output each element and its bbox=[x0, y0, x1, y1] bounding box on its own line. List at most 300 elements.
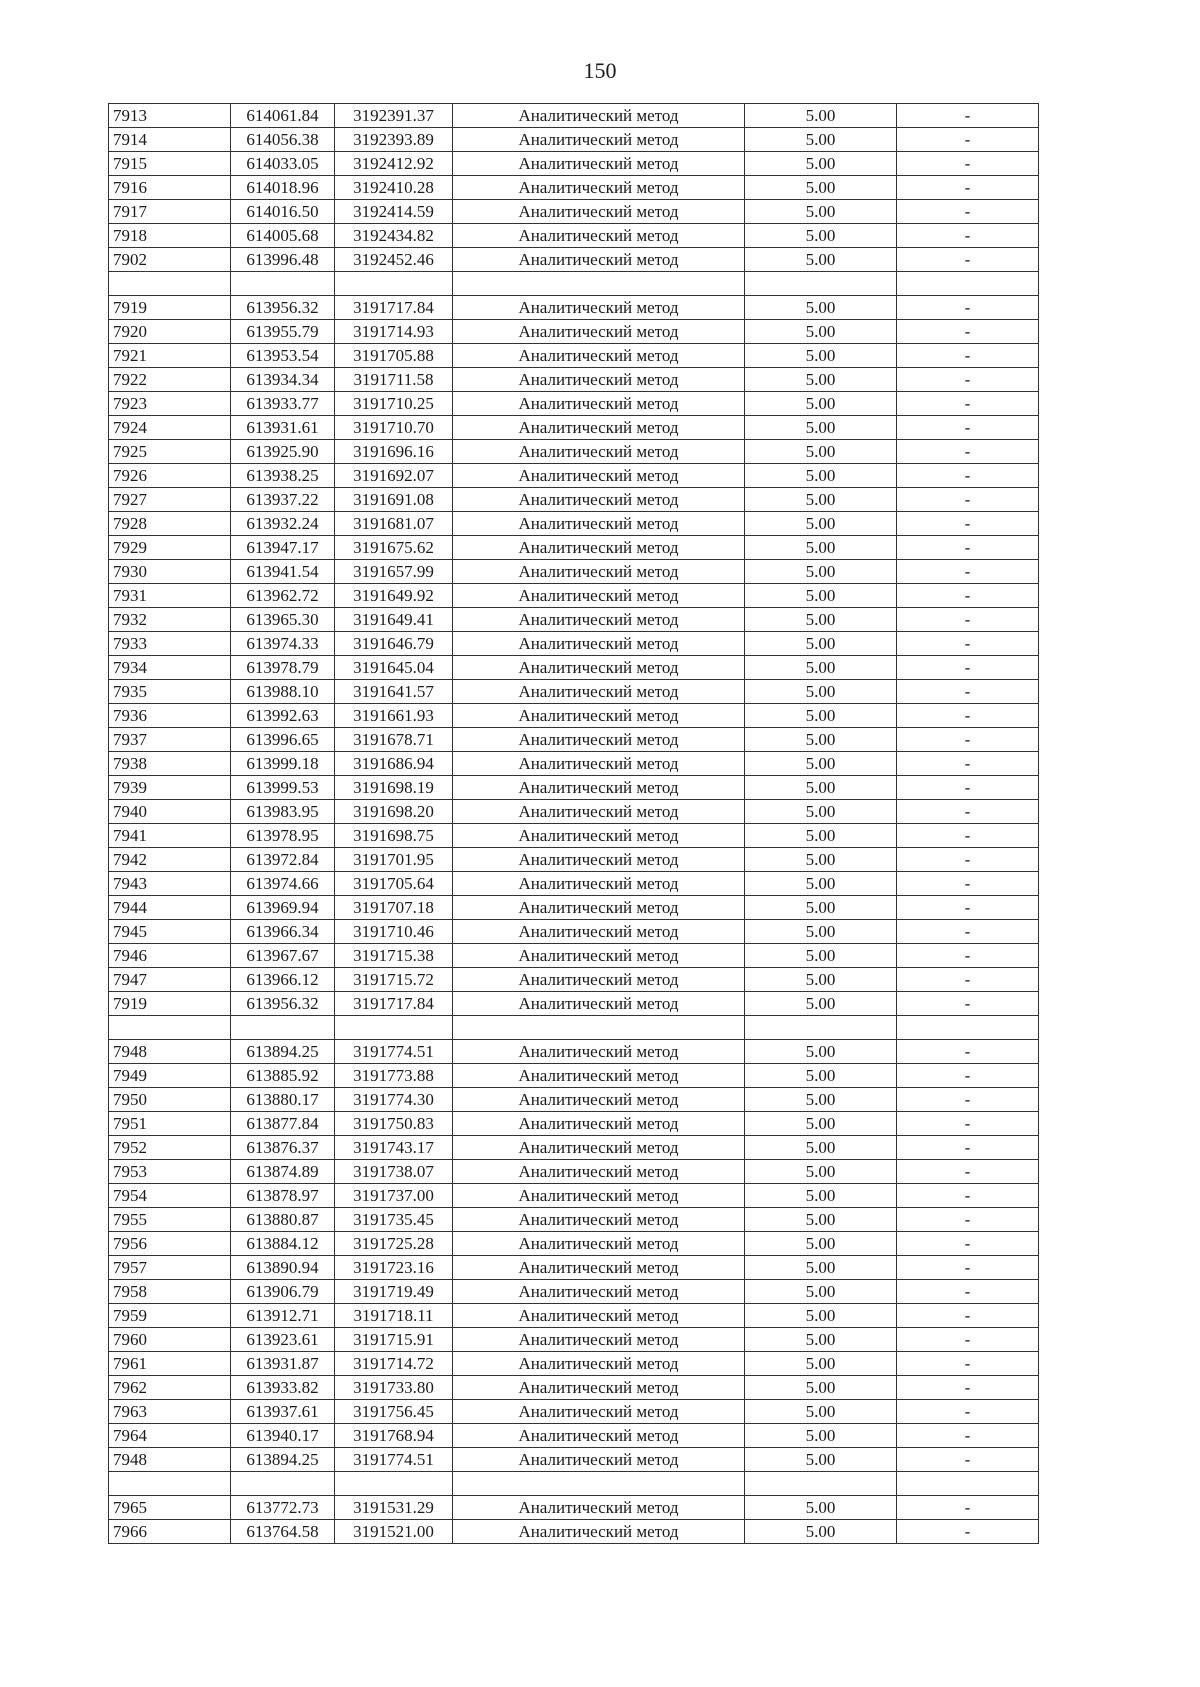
y-coordinate-cell: 3191691.08 bbox=[335, 488, 453, 512]
table-row bbox=[109, 560, 1039, 584]
point-number-cell: 7944 bbox=[109, 896, 231, 920]
x-coordinate-cell: 614005.68 bbox=[231, 224, 335, 248]
method-cell: Аналитический метод bbox=[453, 176, 745, 200]
y-coordinate-cell: 3191710.25 bbox=[335, 392, 453, 416]
method-cell: Аналитический метод bbox=[453, 800, 745, 824]
table-row bbox=[109, 1208, 1039, 1232]
accuracy-cell: 5.00 bbox=[745, 152, 897, 176]
x-coordinate-cell: 613876.37 bbox=[231, 1136, 335, 1160]
x-coordinate-cell: 613885.92 bbox=[231, 1064, 335, 1088]
accuracy-cell: 5.00 bbox=[745, 656, 897, 680]
y-coordinate-cell: 3191756.45 bbox=[335, 1400, 453, 1424]
y-coordinate-cell: 3192414.59 bbox=[335, 200, 453, 224]
note-cell: - bbox=[897, 296, 1039, 320]
accuracy-cell bbox=[745, 1016, 897, 1040]
point-number-cell: 7915 bbox=[109, 152, 231, 176]
method-cell: Аналитический метод bbox=[453, 584, 745, 608]
y-coordinate-cell: 3191675.62 bbox=[335, 536, 453, 560]
note-cell: - bbox=[897, 1304, 1039, 1328]
note-cell: - bbox=[897, 800, 1039, 824]
table-row bbox=[109, 824, 1039, 848]
point-number-cell: 7952 bbox=[109, 1136, 231, 1160]
table-row bbox=[109, 584, 1039, 608]
accuracy-cell: 5.00 bbox=[745, 1232, 897, 1256]
table-row bbox=[109, 176, 1039, 200]
x-coordinate-cell: 613967.67 bbox=[231, 944, 335, 968]
note-cell: - bbox=[897, 944, 1039, 968]
point-number-cell: 7931 bbox=[109, 584, 231, 608]
note-cell bbox=[897, 1016, 1039, 1040]
method-cell: Аналитический метод bbox=[453, 1424, 745, 1448]
note-cell: - bbox=[897, 704, 1039, 728]
note-cell: - bbox=[897, 1112, 1039, 1136]
x-coordinate-cell: 613938.25 bbox=[231, 464, 335, 488]
table-row bbox=[109, 968, 1039, 992]
note-cell: - bbox=[897, 440, 1039, 464]
accuracy-cell: 5.00 bbox=[745, 1088, 897, 1112]
y-coordinate-cell bbox=[335, 1472, 453, 1496]
note-cell: - bbox=[897, 680, 1039, 704]
y-coordinate-cell: 3191657.99 bbox=[335, 560, 453, 584]
note-cell: - bbox=[897, 464, 1039, 488]
method-cell: Аналитический метод bbox=[453, 1256, 745, 1280]
method-cell: Аналитический метод bbox=[453, 1136, 745, 1160]
table-row bbox=[109, 200, 1039, 224]
method-cell: Аналитический метод bbox=[453, 680, 745, 704]
method-cell: Аналитический метод bbox=[453, 632, 745, 656]
accuracy-cell: 5.00 bbox=[745, 416, 897, 440]
method-cell: Аналитический метод bbox=[453, 104, 745, 128]
note-cell: - bbox=[897, 128, 1039, 152]
x-coordinate-cell: 613894.25 bbox=[231, 1448, 335, 1472]
accuracy-cell: 5.00 bbox=[745, 560, 897, 584]
note-cell: - bbox=[897, 848, 1039, 872]
method-cell: Аналитический метод bbox=[453, 368, 745, 392]
note-cell: - bbox=[897, 896, 1039, 920]
note-cell: - bbox=[897, 1160, 1039, 1184]
note-cell: - bbox=[897, 1328, 1039, 1352]
y-coordinate-cell: 3191774.51 bbox=[335, 1448, 453, 1472]
method-cell: Аналитический метод bbox=[453, 128, 745, 152]
point-number-cell: 7936 bbox=[109, 704, 231, 728]
table-row bbox=[109, 1496, 1039, 1520]
note-cell: - bbox=[897, 1448, 1039, 1472]
method-cell bbox=[453, 272, 745, 296]
y-coordinate-cell: 3191661.93 bbox=[335, 704, 453, 728]
y-coordinate-cell: 3191681.07 bbox=[335, 512, 453, 536]
table-row bbox=[109, 896, 1039, 920]
method-cell: Аналитический метод bbox=[453, 992, 745, 1016]
method-cell bbox=[453, 1472, 745, 1496]
y-coordinate-cell: 3191723.16 bbox=[335, 1256, 453, 1280]
x-coordinate-cell: 613764.58 bbox=[231, 1520, 335, 1544]
y-coordinate-cell: 3191705.64 bbox=[335, 872, 453, 896]
note-cell: - bbox=[897, 1256, 1039, 1280]
method-cell: Аналитический метод bbox=[453, 1280, 745, 1304]
method-cell: Аналитический метод bbox=[453, 344, 745, 368]
accuracy-cell: 5.00 bbox=[745, 1184, 897, 1208]
method-cell: Аналитический метод bbox=[453, 1088, 745, 1112]
method-cell: Аналитический метод bbox=[453, 1304, 745, 1328]
x-coordinate-cell: 613983.95 bbox=[231, 800, 335, 824]
x-coordinate-cell: 613978.79 bbox=[231, 656, 335, 680]
note-cell: - bbox=[897, 200, 1039, 224]
y-coordinate-cell: 3191710.46 bbox=[335, 920, 453, 944]
separator-row bbox=[109, 1472, 1039, 1496]
x-coordinate-cell bbox=[231, 272, 335, 296]
accuracy-cell: 5.00 bbox=[745, 632, 897, 656]
note-cell: - bbox=[897, 560, 1039, 584]
method-cell: Аналитический метод bbox=[453, 920, 745, 944]
x-coordinate-cell: 613884.12 bbox=[231, 1232, 335, 1256]
table-row bbox=[109, 656, 1039, 680]
point-number-cell: 7930 bbox=[109, 560, 231, 584]
note-cell: - bbox=[897, 536, 1039, 560]
y-coordinate-cell: 3191698.75 bbox=[335, 824, 453, 848]
method-cell: Аналитический метод bbox=[453, 1448, 745, 1472]
coordinates-table-body bbox=[109, 104, 1039, 1544]
accuracy-cell: 5.00 bbox=[745, 584, 897, 608]
method-cell: Аналитический метод bbox=[453, 1208, 745, 1232]
note-cell: - bbox=[897, 1424, 1039, 1448]
x-coordinate-cell bbox=[231, 1016, 335, 1040]
method-cell: Аналитический метод bbox=[453, 1328, 745, 1352]
method-cell: Аналитический метод bbox=[453, 1376, 745, 1400]
note-cell: - bbox=[897, 368, 1039, 392]
y-coordinate-cell: 3191719.49 bbox=[335, 1280, 453, 1304]
accuracy-cell: 5.00 bbox=[745, 1448, 897, 1472]
table-row bbox=[109, 776, 1039, 800]
point-number-cell: 7947 bbox=[109, 968, 231, 992]
x-coordinate-cell: 613988.10 bbox=[231, 680, 335, 704]
table-row bbox=[109, 1088, 1039, 1112]
note-cell: - bbox=[897, 392, 1039, 416]
point-number-cell: 7925 bbox=[109, 440, 231, 464]
x-coordinate-cell: 613956.32 bbox=[231, 992, 335, 1016]
table-row bbox=[109, 344, 1039, 368]
method-cell: Аналитический метод bbox=[453, 752, 745, 776]
accuracy-cell: 5.00 bbox=[745, 536, 897, 560]
x-coordinate-cell: 613955.79 bbox=[231, 320, 335, 344]
point-number-cell: 7916 bbox=[109, 176, 231, 200]
y-coordinate-cell: 3191707.18 bbox=[335, 896, 453, 920]
x-coordinate-cell: 613940.17 bbox=[231, 1424, 335, 1448]
accuracy-cell: 5.00 bbox=[745, 1328, 897, 1352]
accuracy-cell: 5.00 bbox=[745, 752, 897, 776]
note-cell: - bbox=[897, 632, 1039, 656]
x-coordinate-cell: 613953.54 bbox=[231, 344, 335, 368]
table-row bbox=[109, 848, 1039, 872]
point-number-cell: 7940 bbox=[109, 800, 231, 824]
point-number-cell: 7933 bbox=[109, 632, 231, 656]
point-number-cell: 7921 bbox=[109, 344, 231, 368]
point-number-cell: 7945 bbox=[109, 920, 231, 944]
note-cell bbox=[897, 272, 1039, 296]
y-coordinate-cell: 3191692.07 bbox=[335, 464, 453, 488]
y-coordinate-cell: 3191711.58 bbox=[335, 368, 453, 392]
accuracy-cell: 5.00 bbox=[745, 1160, 897, 1184]
note-cell: - bbox=[897, 1352, 1039, 1376]
point-number-cell bbox=[109, 1016, 231, 1040]
y-coordinate-cell: 3191649.92 bbox=[335, 584, 453, 608]
y-coordinate-cell: 3191714.72 bbox=[335, 1352, 453, 1376]
point-number-cell: 7927 bbox=[109, 488, 231, 512]
accuracy-cell: 5.00 bbox=[745, 464, 897, 488]
x-coordinate-cell: 613878.97 bbox=[231, 1184, 335, 1208]
note-cell: - bbox=[897, 1136, 1039, 1160]
table-row bbox=[109, 1232, 1039, 1256]
note-cell: - bbox=[897, 1040, 1039, 1064]
point-number-cell: 7955 bbox=[109, 1208, 231, 1232]
x-coordinate-cell: 613956.32 bbox=[231, 296, 335, 320]
method-cell: Аналитический метод bbox=[453, 512, 745, 536]
y-coordinate-cell: 3192393.89 bbox=[335, 128, 453, 152]
table-row bbox=[109, 608, 1039, 632]
coordinates-table bbox=[108, 103, 1039, 1544]
y-coordinate-cell: 3191715.38 bbox=[335, 944, 453, 968]
note-cell: - bbox=[897, 872, 1039, 896]
table-row bbox=[109, 1520, 1039, 1544]
method-cell: Аналитический метод bbox=[453, 200, 745, 224]
y-coordinate-cell: 3191715.91 bbox=[335, 1328, 453, 1352]
accuracy-cell: 5.00 bbox=[745, 200, 897, 224]
note-cell: - bbox=[897, 1376, 1039, 1400]
method-cell: Аналитический метод bbox=[453, 1520, 745, 1544]
note-cell: - bbox=[897, 320, 1039, 344]
accuracy-cell: 5.00 bbox=[745, 944, 897, 968]
accuracy-cell: 5.00 bbox=[745, 800, 897, 824]
note-cell: - bbox=[897, 152, 1039, 176]
table-row bbox=[109, 416, 1039, 440]
method-cell: Аналитический метод bbox=[453, 704, 745, 728]
table-row bbox=[109, 224, 1039, 248]
x-coordinate-cell: 613937.22 bbox=[231, 488, 335, 512]
y-coordinate-cell: 3191717.84 bbox=[335, 296, 453, 320]
table-row bbox=[109, 1040, 1039, 1064]
note-cell: - bbox=[897, 1208, 1039, 1232]
accuracy-cell: 5.00 bbox=[745, 512, 897, 536]
point-number-cell: 7913 bbox=[109, 104, 231, 128]
y-coordinate-cell: 3191701.95 bbox=[335, 848, 453, 872]
x-coordinate-cell: 613906.79 bbox=[231, 1280, 335, 1304]
table-row bbox=[109, 1376, 1039, 1400]
point-number-cell: 7902 bbox=[109, 248, 231, 272]
table-row bbox=[109, 704, 1039, 728]
note-cell: - bbox=[897, 416, 1039, 440]
note-cell: - bbox=[897, 1280, 1039, 1304]
y-coordinate-cell: 3192391.37 bbox=[335, 104, 453, 128]
x-coordinate-cell: 613966.34 bbox=[231, 920, 335, 944]
x-coordinate-cell: 613974.33 bbox=[231, 632, 335, 656]
method-cell: Аналитический метод bbox=[453, 944, 745, 968]
method-cell: Аналитический метод bbox=[453, 608, 745, 632]
accuracy-cell: 5.00 bbox=[745, 1424, 897, 1448]
y-coordinate-cell: 3191705.88 bbox=[335, 344, 453, 368]
method-cell: Аналитический метод bbox=[453, 296, 745, 320]
table-row bbox=[109, 104, 1039, 128]
x-coordinate-cell: 613992.63 bbox=[231, 704, 335, 728]
accuracy-cell: 5.00 bbox=[745, 320, 897, 344]
table-row bbox=[109, 440, 1039, 464]
x-coordinate-cell: 613965.30 bbox=[231, 608, 335, 632]
point-number-cell: 7963 bbox=[109, 1400, 231, 1424]
table-row bbox=[109, 1136, 1039, 1160]
y-coordinate-cell: 3192412.92 bbox=[335, 152, 453, 176]
table-row bbox=[109, 296, 1039, 320]
y-coordinate-cell: 3191717.84 bbox=[335, 992, 453, 1016]
y-coordinate-cell: 3191737.00 bbox=[335, 1184, 453, 1208]
table-row bbox=[109, 1424, 1039, 1448]
method-cell: Аналитический метод bbox=[453, 416, 745, 440]
accuracy-cell: 5.00 bbox=[745, 1256, 897, 1280]
y-coordinate-cell: 3191774.30 bbox=[335, 1088, 453, 1112]
y-coordinate-cell: 3191698.20 bbox=[335, 800, 453, 824]
x-coordinate-cell: 613996.65 bbox=[231, 728, 335, 752]
method-cell: Аналитический метод bbox=[453, 536, 745, 560]
point-number-cell: 7958 bbox=[109, 1280, 231, 1304]
point-number-cell: 7935 bbox=[109, 680, 231, 704]
method-cell: Аналитический метод bbox=[453, 824, 745, 848]
note-cell: - bbox=[897, 752, 1039, 776]
accuracy-cell: 5.00 bbox=[745, 824, 897, 848]
point-number-cell: 7917 bbox=[109, 200, 231, 224]
y-coordinate-cell: 3191678.71 bbox=[335, 728, 453, 752]
point-number-cell: 7937 bbox=[109, 728, 231, 752]
accuracy-cell: 5.00 bbox=[745, 1376, 897, 1400]
table-row bbox=[109, 488, 1039, 512]
point-number-cell: 7949 bbox=[109, 1064, 231, 1088]
accuracy-cell: 5.00 bbox=[745, 344, 897, 368]
x-coordinate-cell: 613972.84 bbox=[231, 848, 335, 872]
point-number-cell: 7924 bbox=[109, 416, 231, 440]
note-cell: - bbox=[897, 1088, 1039, 1112]
method-cell: Аналитический метод bbox=[453, 1160, 745, 1184]
method-cell: Аналитический метод bbox=[453, 1040, 745, 1064]
accuracy-cell: 5.00 bbox=[745, 440, 897, 464]
table-row bbox=[109, 368, 1039, 392]
accuracy-cell: 5.00 bbox=[745, 728, 897, 752]
method-cell: Аналитический метод bbox=[453, 776, 745, 800]
separator-row bbox=[109, 272, 1039, 296]
table-row bbox=[109, 728, 1039, 752]
note-cell: - bbox=[897, 776, 1039, 800]
point-number-cell: 7939 bbox=[109, 776, 231, 800]
x-coordinate-cell: 614061.84 bbox=[231, 104, 335, 128]
point-number-cell: 7920 bbox=[109, 320, 231, 344]
accuracy-cell bbox=[745, 272, 897, 296]
point-number-cell: 7938 bbox=[109, 752, 231, 776]
x-coordinate-cell: 613947.17 bbox=[231, 536, 335, 560]
point-number-cell bbox=[109, 272, 231, 296]
point-number-cell: 7928 bbox=[109, 512, 231, 536]
table-row bbox=[109, 536, 1039, 560]
accuracy-cell bbox=[745, 1472, 897, 1496]
accuracy-cell: 5.00 bbox=[745, 992, 897, 1016]
note-cell: - bbox=[897, 488, 1039, 512]
table-row bbox=[109, 1160, 1039, 1184]
point-number-cell: 7961 bbox=[109, 1352, 231, 1376]
method-cell: Аналитический метод bbox=[453, 248, 745, 272]
accuracy-cell: 5.00 bbox=[745, 1496, 897, 1520]
note-cell: - bbox=[897, 512, 1039, 536]
accuracy-cell: 5.00 bbox=[745, 704, 897, 728]
y-coordinate-cell: 3191733.80 bbox=[335, 1376, 453, 1400]
x-coordinate-cell: 613969.94 bbox=[231, 896, 335, 920]
x-coordinate-cell: 613874.89 bbox=[231, 1160, 335, 1184]
point-number-cell: 7966 bbox=[109, 1520, 231, 1544]
method-cell: Аналитический метод bbox=[453, 872, 745, 896]
accuracy-cell: 5.00 bbox=[745, 920, 897, 944]
method-cell: Аналитический метод bbox=[453, 1232, 745, 1256]
accuracy-cell: 5.00 bbox=[745, 248, 897, 272]
table-row bbox=[109, 128, 1039, 152]
y-coordinate-cell: 3191750.83 bbox=[335, 1112, 453, 1136]
table-row bbox=[109, 752, 1039, 776]
x-coordinate-cell: 613877.84 bbox=[231, 1112, 335, 1136]
accuracy-cell: 5.00 bbox=[745, 872, 897, 896]
accuracy-cell: 5.00 bbox=[745, 680, 897, 704]
y-coordinate-cell: 3191531.29 bbox=[335, 1496, 453, 1520]
y-coordinate-cell: 3191725.28 bbox=[335, 1232, 453, 1256]
point-number-cell bbox=[109, 1472, 231, 1496]
x-coordinate-cell: 614056.38 bbox=[231, 128, 335, 152]
table-row bbox=[109, 800, 1039, 824]
note-cell: - bbox=[897, 608, 1039, 632]
method-cell: Аналитический метод bbox=[453, 1400, 745, 1424]
method-cell: Аналитический метод bbox=[453, 560, 745, 584]
x-coordinate-cell: 613962.72 bbox=[231, 584, 335, 608]
y-coordinate-cell: 3191714.93 bbox=[335, 320, 453, 344]
accuracy-cell: 5.00 bbox=[745, 1064, 897, 1088]
point-number-cell: 7923 bbox=[109, 392, 231, 416]
note-cell: - bbox=[897, 104, 1039, 128]
y-coordinate-cell: 3192452.46 bbox=[335, 248, 453, 272]
x-coordinate-cell: 614033.05 bbox=[231, 152, 335, 176]
y-coordinate-cell: 3191735.45 bbox=[335, 1208, 453, 1232]
note-cell: - bbox=[897, 1064, 1039, 1088]
table-row bbox=[109, 992, 1039, 1016]
accuracy-cell: 5.00 bbox=[745, 104, 897, 128]
x-coordinate-cell: 613933.77 bbox=[231, 392, 335, 416]
accuracy-cell: 5.00 bbox=[745, 1280, 897, 1304]
method-cell: Аналитический метод bbox=[453, 1112, 745, 1136]
y-coordinate-cell: 3191686.94 bbox=[335, 752, 453, 776]
note-cell: - bbox=[897, 1232, 1039, 1256]
table-row bbox=[109, 1064, 1039, 1088]
table-row bbox=[109, 512, 1039, 536]
table-row bbox=[109, 1304, 1039, 1328]
y-coordinate-cell: 3191645.04 bbox=[335, 656, 453, 680]
point-number-cell: 7918 bbox=[109, 224, 231, 248]
y-coordinate-cell: 3191773.88 bbox=[335, 1064, 453, 1088]
x-coordinate-cell: 613880.87 bbox=[231, 1208, 335, 1232]
y-coordinate-cell: 3191743.17 bbox=[335, 1136, 453, 1160]
point-number-cell: 7914 bbox=[109, 128, 231, 152]
table-row bbox=[109, 392, 1039, 416]
point-number-cell: 7959 bbox=[109, 1304, 231, 1328]
y-coordinate-cell: 3191698.19 bbox=[335, 776, 453, 800]
method-cell: Аналитический метод bbox=[453, 488, 745, 512]
x-coordinate-cell: 614016.50 bbox=[231, 200, 335, 224]
x-coordinate-cell: 613937.61 bbox=[231, 1400, 335, 1424]
point-number-cell: 7951 bbox=[109, 1112, 231, 1136]
point-number-cell: 7950 bbox=[109, 1088, 231, 1112]
y-coordinate-cell: 3191715.72 bbox=[335, 968, 453, 992]
table-row bbox=[109, 1280, 1039, 1304]
accuracy-cell: 5.00 bbox=[745, 1352, 897, 1376]
method-cell: Аналитический метод bbox=[453, 656, 745, 680]
accuracy-cell: 5.00 bbox=[745, 896, 897, 920]
